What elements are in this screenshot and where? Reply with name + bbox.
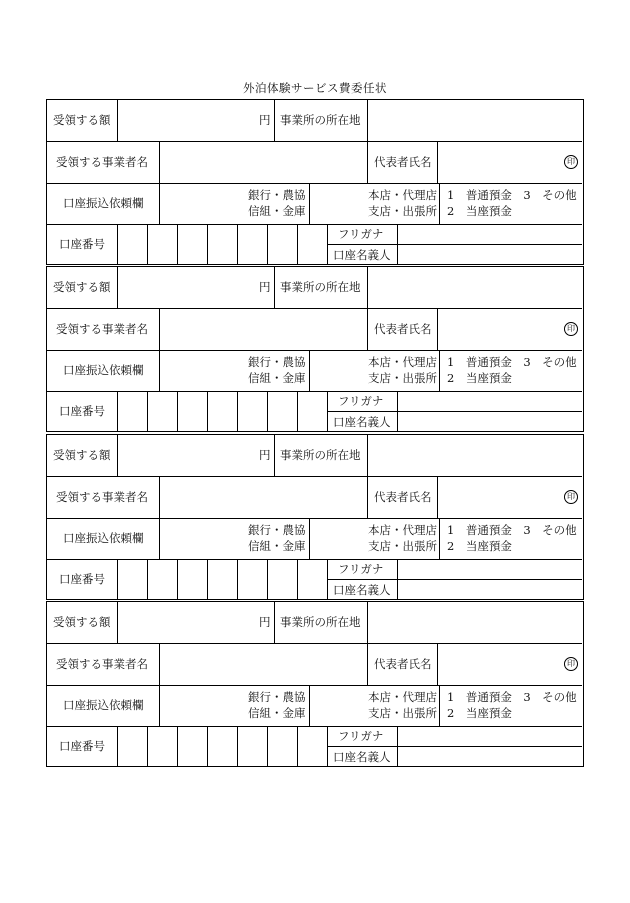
account-number-label-cell — [47, 726, 117, 767]
bank-name-field[interactable] — [160, 350, 309, 391]
office-address-label-cell — [275, 267, 367, 308]
document-title: 外泊体験サービス費委任状 — [243, 81, 387, 95]
account-holder-label: 口座名義人 — [333, 750, 391, 764]
account-digit-box[interactable] — [238, 726, 267, 767]
transfer-section-label: 口座振込依頼欄 — [63, 698, 144, 712]
account-number-label: 口座番号 — [59, 739, 105, 753]
account-digit-box[interactable] — [268, 224, 297, 265]
account-number-label: 口座番号 — [59, 572, 105, 586]
account-holder-label-cell — [328, 245, 397, 265]
account-digit-box[interactable] — [268, 559, 297, 600]
account-digit-box[interactable] — [298, 391, 327, 432]
branch-name-field[interactable] — [310, 518, 439, 559]
representative-label-cell — [368, 308, 437, 350]
branch-name-field[interactable] — [310, 685, 439, 726]
representative-label: 代表者氏名 — [374, 155, 432, 169]
account-holder-label-cell — [328, 580, 397, 600]
transfer-section-label: 口座振込依頼欄 — [63, 531, 144, 545]
representative-label-cell — [368, 643, 437, 685]
branch-type-line1: 本店・代理店 — [368, 355, 437, 369]
bank-type-line1: 銀行・農協 — [248, 523, 306, 537]
branch-type-line2: 支店・出張所 — [368, 371, 437, 385]
transfer-section-label: 口座振込依頼欄 — [63, 196, 144, 210]
amount-label-cell — [47, 100, 117, 141]
amount-label-cell — [47, 435, 117, 476]
amount-label-cell — [47, 602, 117, 643]
account-digit-box[interactable] — [238, 224, 267, 265]
branch-name-field[interactable] — [310, 183, 439, 224]
business-name-label-cell — [47, 141, 159, 183]
business-name-field[interactable] — [160, 308, 367, 350]
representative-label: 代表者氏名 — [374, 322, 432, 336]
account-type-line1: 1 普通預金 3 その他 — [447, 355, 577, 369]
account-number-label-cell — [47, 224, 117, 265]
amount-label: 受領する額 — [53, 280, 111, 294]
representative-field[interactable] — [438, 476, 582, 518]
office-address-field[interactable] — [368, 435, 582, 476]
office-address-label-cell — [275, 435, 367, 476]
office-address-label-cell — [275, 100, 367, 141]
account-digit-box[interactable] — [178, 726, 207, 767]
account-digit-box[interactable] — [268, 726, 297, 767]
office-address-field[interactable] — [368, 267, 582, 308]
branch-type-line2: 支店・出張所 — [368, 204, 437, 218]
office-address-field[interactable] — [368, 100, 582, 141]
account-type-line1: 1 普通預金 3 その他 — [447, 690, 577, 704]
account-digit-box[interactable] — [208, 726, 237, 767]
furigana-field[interactable] — [398, 224, 582, 244]
delegation-form-block — [46, 601, 584, 767]
furigana-label: フリガナ — [338, 227, 384, 241]
seal-mark-icon: 印 — [564, 657, 578, 671]
representative-label-cell — [368, 141, 437, 183]
office-address-label: 事業所の所在地 — [280, 113, 361, 127]
yen-unit: 円 — [259, 615, 271, 629]
account-digit-box[interactable] — [238, 391, 267, 432]
furigana-label: フリガナ — [338, 394, 384, 408]
representative-field[interactable] — [438, 141, 582, 183]
bank-type-line2: 信組・金庫 — [248, 706, 306, 720]
account-type-line1: 1 普通預金 3 その他 — [447, 523, 577, 537]
furigana-label-cell — [328, 224, 397, 244]
account-digit-box[interactable] — [148, 726, 177, 767]
transfer-section-label-cell — [47, 518, 159, 559]
yen-unit: 円 — [259, 280, 271, 294]
account-type-line2: 2 当座預金 — [447, 539, 512, 553]
furigana-field[interactable] — [398, 726, 582, 746]
account-number-label-cell — [47, 391, 117, 432]
amount-label-cell — [47, 267, 117, 308]
amount-label: 受領する額 — [53, 615, 111, 629]
account-digit-box[interactable] — [298, 559, 327, 600]
account-digit-box[interactable] — [148, 391, 177, 432]
office-address-label-cell — [275, 602, 367, 643]
account-digit-box[interactable] — [298, 224, 327, 265]
bank-type-line1: 銀行・農協 — [248, 355, 306, 369]
delegation-form-block — [46, 434, 584, 600]
branch-type-line2: 支店・出張所 — [368, 706, 437, 720]
account-digit-box[interactable] — [238, 559, 267, 600]
account-digit-box[interactable] — [118, 559, 147, 600]
business-name-field[interactable] — [160, 476, 367, 518]
account-holder-field[interactable] — [398, 412, 582, 432]
furigana-field[interactable] — [398, 559, 582, 579]
account-type-line2: 2 当座預金 — [447, 204, 512, 218]
branch-type-line2: 支店・出張所 — [368, 539, 437, 553]
account-type-line1: 1 普通預金 3 その他 — [447, 188, 577, 202]
furigana-label: フリガナ — [338, 562, 384, 576]
representative-field[interactable] — [438, 643, 582, 685]
bank-type-line2: 信組・金庫 — [248, 539, 306, 553]
account-holder-label: 口座名義人 — [333, 415, 391, 429]
branch-type-line1: 本店・代理店 — [368, 690, 437, 704]
business-name-label: 受領する事業者名 — [56, 490, 148, 504]
account-type-line2: 2 当座預金 — [447, 371, 512, 385]
seal-mark-icon: 印 — [564, 322, 578, 336]
account-number-label: 口座番号 — [59, 237, 105, 251]
bank-type-line2: 信組・金庫 — [248, 204, 306, 218]
business-name-label: 受領する事業者名 — [56, 155, 148, 169]
yen-unit: 円 — [259, 113, 271, 127]
office-address-field[interactable] — [368, 602, 582, 643]
furigana-label: フリガナ — [338, 729, 384, 743]
account-type-field[interactable] — [440, 685, 582, 726]
transfer-section-label: 口座振込依頼欄 — [63, 363, 144, 377]
bank-type-line1: 銀行・農協 — [248, 188, 306, 202]
representative-label: 代表者氏名 — [374, 490, 432, 504]
office-address-label: 事業所の所在地 — [280, 280, 361, 294]
account-digit-box[interactable] — [118, 726, 147, 767]
furigana-field[interactable] — [398, 391, 582, 411]
business-name-label-cell — [47, 476, 159, 518]
seal-mark-icon: 印 — [564, 155, 578, 169]
amount-field[interactable] — [118, 602, 274, 643]
account-digit-box[interactable] — [118, 391, 147, 432]
office-address-label: 事業所の所在地 — [280, 448, 361, 462]
business-name-label: 受領する事業者名 — [56, 657, 148, 671]
representative-field[interactable] — [438, 308, 582, 350]
account-digit-box[interactable] — [208, 391, 237, 432]
account-digit-box[interactable] — [148, 559, 177, 600]
delegation-form-block — [46, 266, 584, 432]
furigana-label-cell — [328, 726, 397, 746]
account-type-field[interactable] — [440, 183, 582, 224]
account-holder-field[interactable] — [398, 747, 582, 767]
account-holder-label: 口座名義人 — [333, 248, 391, 262]
business-name-label: 受領する事業者名 — [56, 322, 148, 336]
bank-type-line2: 信組・金庫 — [248, 371, 306, 385]
amount-field[interactable] — [118, 267, 274, 308]
account-type-field[interactable] — [440, 518, 582, 559]
office-address-label: 事業所の所在地 — [280, 615, 361, 629]
amount-field[interactable] — [118, 100, 274, 141]
transfer-section-label-cell — [47, 350, 159, 391]
bank-type-line1: 銀行・農協 — [248, 690, 306, 704]
business-name-field[interactable] — [160, 643, 367, 685]
account-number-label-cell — [47, 559, 117, 600]
transfer-section-label-cell — [47, 183, 159, 224]
branch-type-line1: 本店・代理店 — [368, 188, 437, 202]
yen-unit: 円 — [259, 448, 271, 462]
account-type-line2: 2 当座預金 — [447, 706, 512, 720]
business-name-label-cell — [47, 643, 159, 685]
account-digit-box[interactable] — [148, 224, 177, 265]
transfer-section-label-cell — [47, 685, 159, 726]
amount-label: 受領する額 — [53, 113, 111, 127]
account-digit-box[interactable] — [178, 391, 207, 432]
bank-name-field[interactable] — [160, 685, 309, 726]
account-holder-label: 口座名義人 — [333, 583, 391, 597]
account-holder-label-cell — [328, 412, 397, 432]
business-name-label-cell — [47, 308, 159, 350]
amount-label: 受領する額 — [53, 448, 111, 462]
account-digit-box[interactable] — [208, 224, 237, 265]
account-digit-box[interactable] — [208, 559, 237, 600]
amount-field[interactable] — [118, 435, 274, 476]
account-digit-box[interactable] — [118, 224, 147, 265]
account-digit-box[interactable] — [178, 224, 207, 265]
furigana-label-cell — [328, 559, 397, 579]
account-holder-field[interactable] — [398, 245, 582, 265]
account-digit-box[interactable] — [298, 726, 327, 767]
account-digit-box[interactable] — [268, 391, 297, 432]
account-type-field[interactable] — [440, 350, 582, 391]
bank-name-field[interactable] — [160, 183, 309, 224]
account-digit-box[interactable] — [178, 559, 207, 600]
branch-name-field[interactable] — [310, 350, 439, 391]
furigana-label-cell — [328, 391, 397, 411]
account-number-label: 口座番号 — [59, 404, 105, 418]
branch-type-line1: 本店・代理店 — [368, 523, 437, 537]
seal-mark-icon: 印 — [564, 490, 578, 504]
representative-label-cell — [368, 476, 437, 518]
account-holder-field[interactable] — [398, 580, 582, 600]
bank-name-field[interactable] — [160, 518, 309, 559]
business-name-field[interactable] — [160, 141, 367, 183]
delegation-form-block — [46, 99, 584, 265]
account-holder-label-cell — [328, 747, 397, 767]
representative-label: 代表者氏名 — [374, 657, 432, 671]
